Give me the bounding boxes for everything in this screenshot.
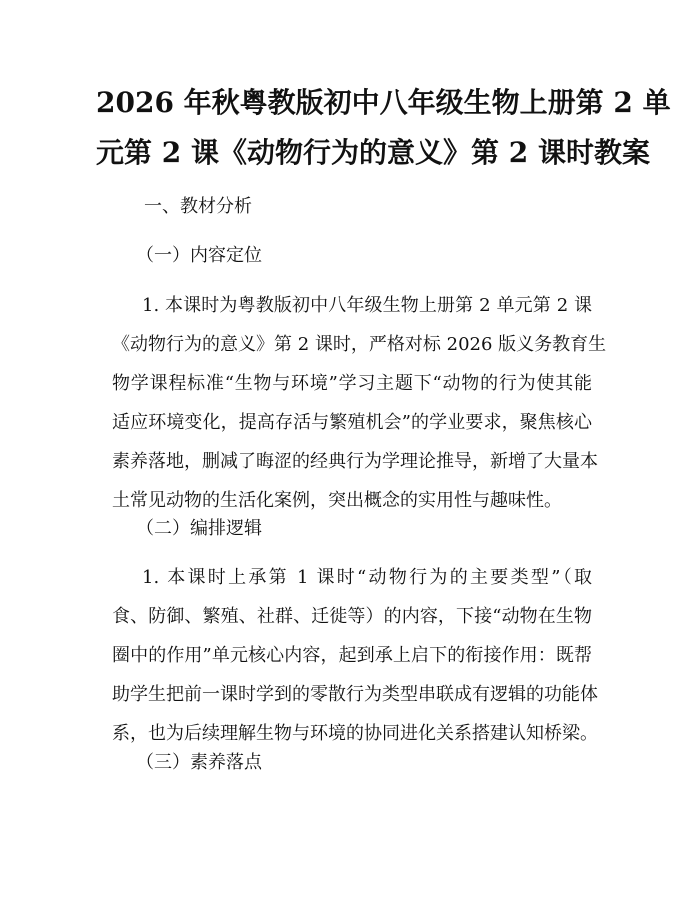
- paragraph-line: 1. 本课时为粤教版初中八年级生物上册第 2 单元第 2 课: [142, 295, 592, 316]
- title-line-2: 元第 2 课《动物行为的意义》第 2 课时教案: [96, 136, 650, 169]
- paragraph-line: 土常见动物的生活化案例，突出概念的实用性与趣味性。: [112, 490, 562, 511]
- paragraph-line: 适应环境变化，提高存活与繁殖机会”的学业要求，聚焦核心: [112, 412, 592, 433]
- subsection-heading-literacy: （三）素养落点: [136, 752, 262, 773]
- paragraph-line: 圈中的作用”单元核心内容，起到承上启下的衔接作用：既帮: [112, 645, 592, 666]
- document-title: [96, 78, 671, 178]
- section-heading-1: 一、教材分析: [144, 196, 252, 217]
- paragraph-line: 系，也为后续理解生物与环境的协同进化关系搭建认知桥梁。: [112, 723, 598, 744]
- paragraph-line: 食、防御、繁殖、社群、迁徙等）的内容，下接“动物在生物: [112, 606, 592, 627]
- paragraph-line: 助学生把前一课时学到的零散行为类型串联成有逻辑的功能体: [112, 684, 598, 705]
- subsection-heading-content: （一）内容定位: [136, 245, 262, 266]
- paragraph-line: 《动物行为的意义》第 2 课时，严格对标 2026 版义务教育生: [112, 334, 607, 355]
- paragraph-structure-logic: [112, 558, 598, 753]
- paragraph-line: 1. 本课时上承第 1 课时“动物行为的主要类型”（取: [142, 567, 592, 588]
- subsection-heading-structure: （二）编排逻辑: [136, 518, 262, 539]
- paragraph-content-positioning: [112, 286, 607, 520]
- paragraph-line: 物学课程标准“生物与环境”学习主题下“动物的行为使其能: [112, 373, 592, 394]
- title-line-1: 2026 年秋粤教版初中八年级生物上册第 2 单: [96, 86, 671, 119]
- paragraph-line: 素养落地，删减了晦涩的经典行为学理论推导，新增了大量本: [112, 451, 598, 472]
